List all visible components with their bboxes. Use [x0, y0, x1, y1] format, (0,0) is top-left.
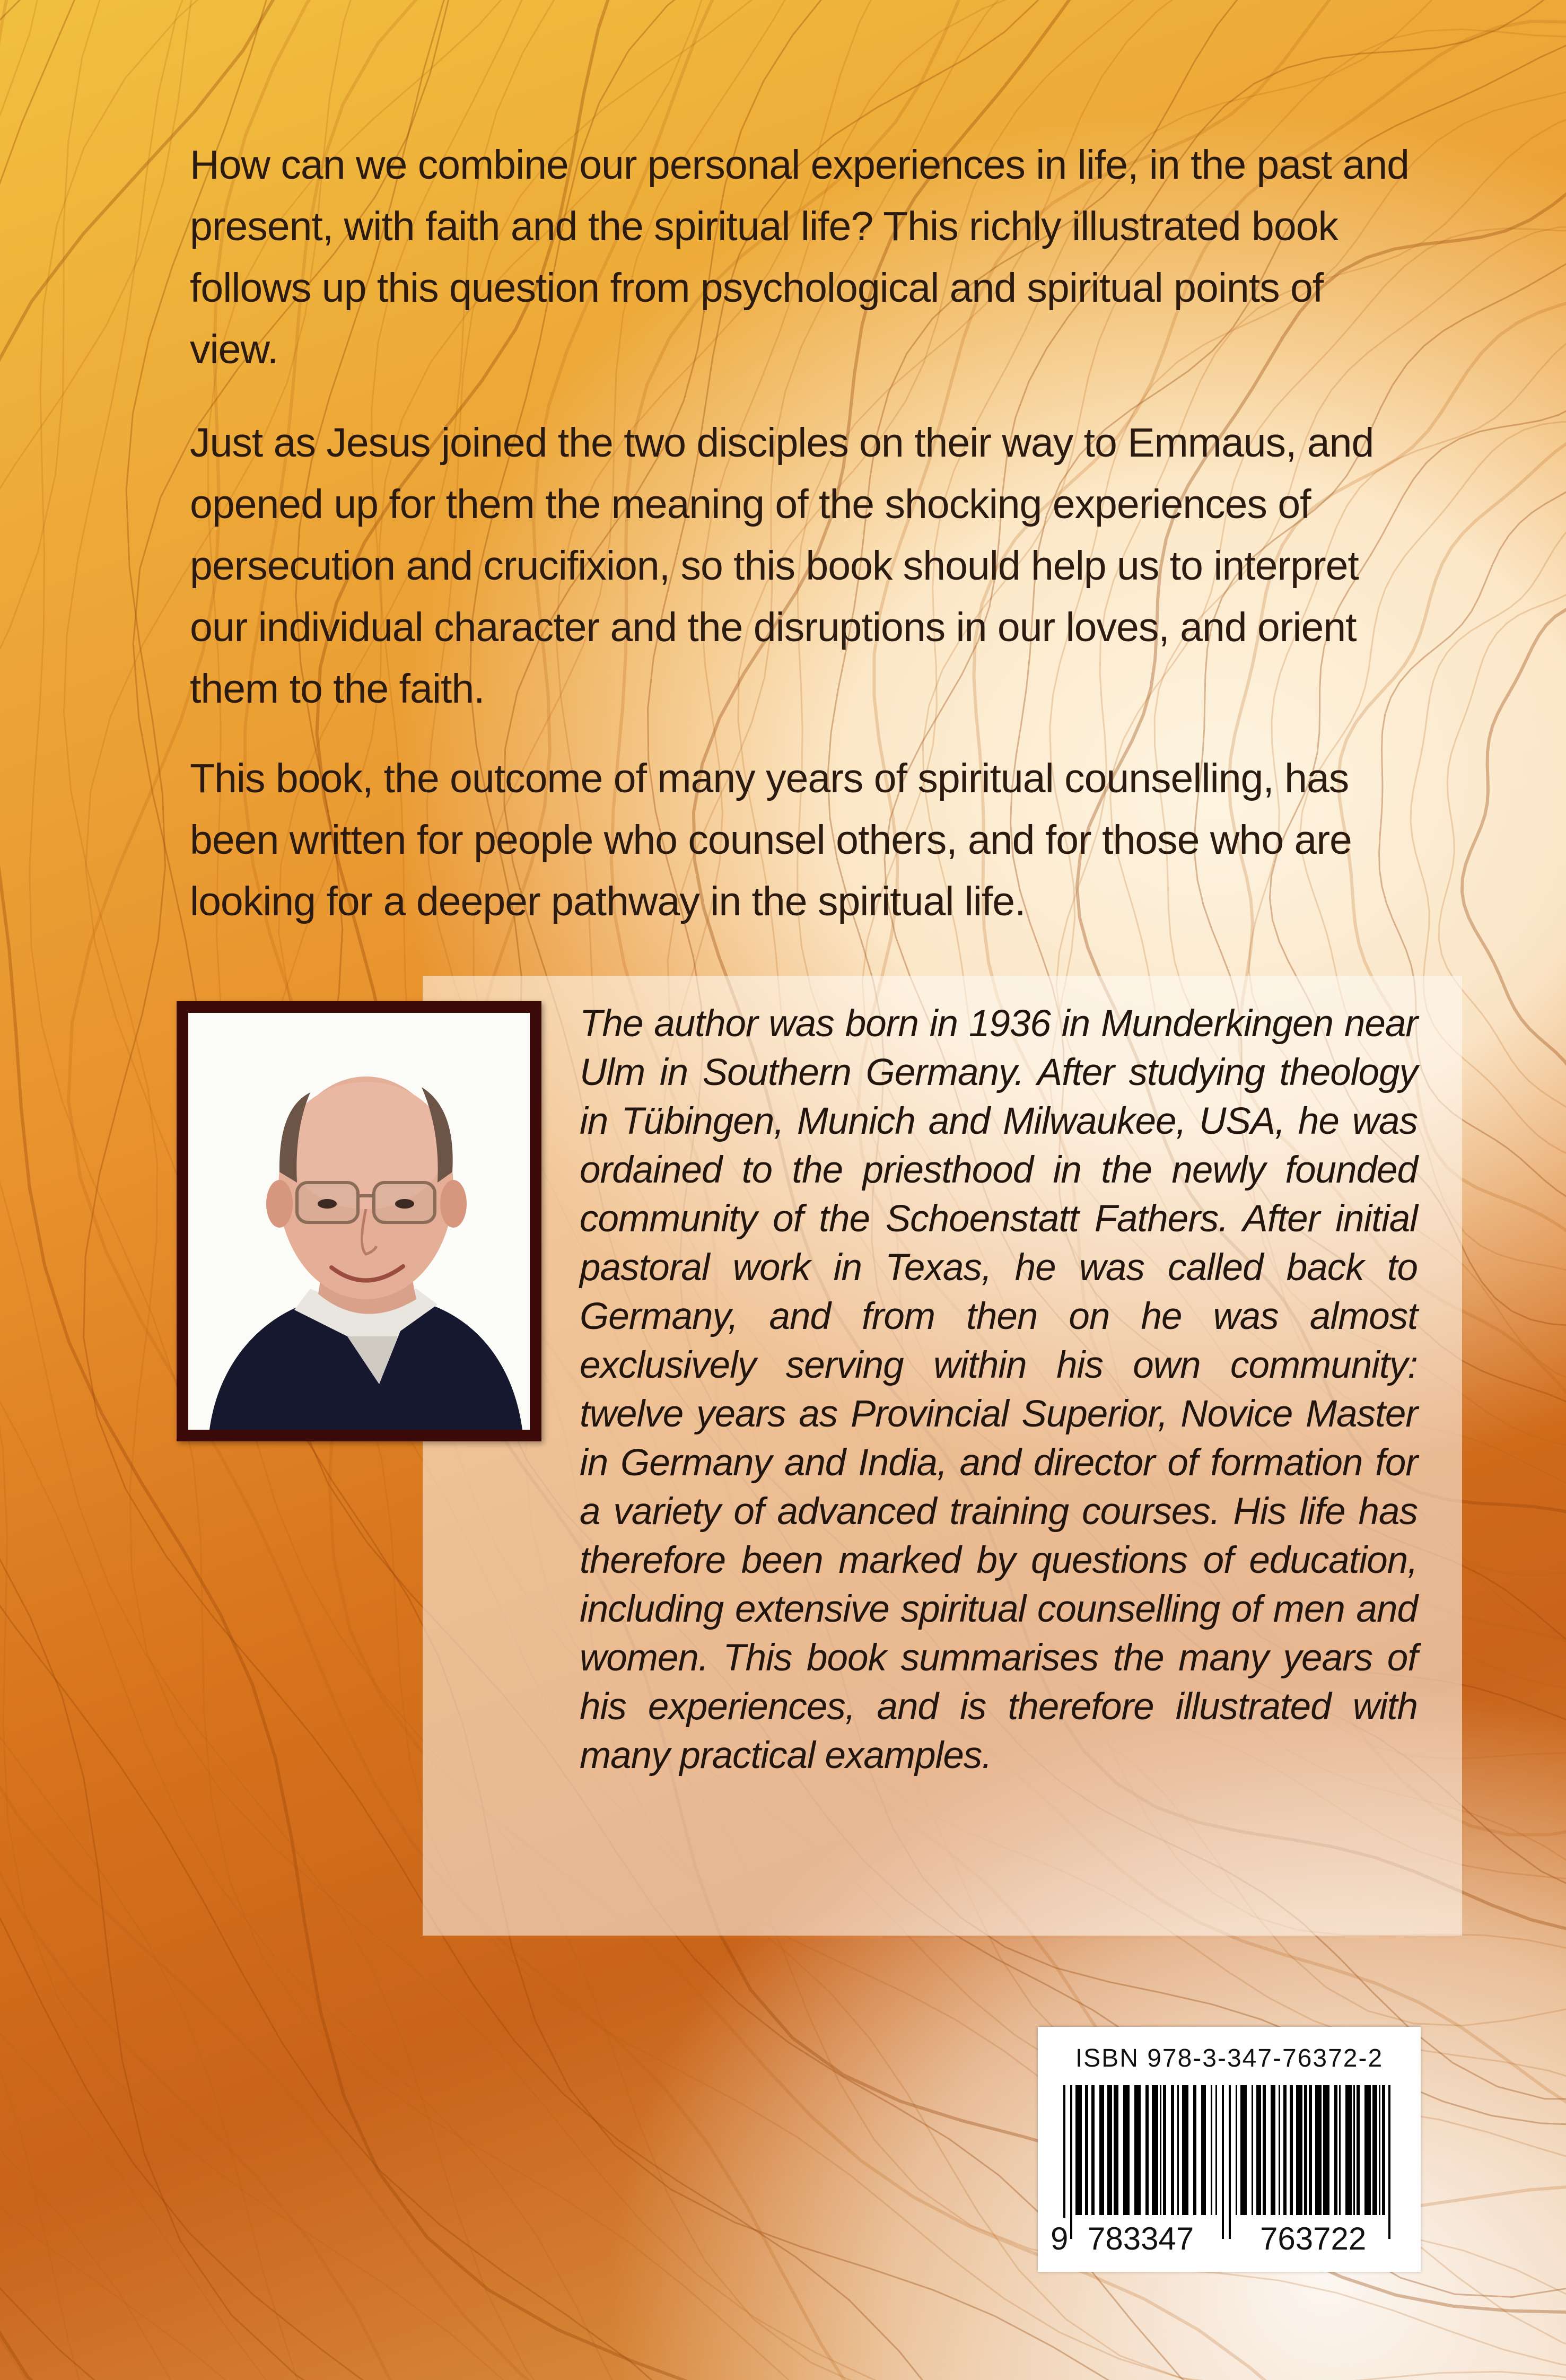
barcode-bar [1211, 2085, 1212, 2215]
barcode-bar [1279, 2085, 1280, 2215]
blurb-paragraph-3: This book, the outcome of many years of spiritual counselling, has been written for people who counsel others, and for those who are looking for a deeper pathway in the spiritual life. [190, 756, 1352, 924]
barcode-bar [1339, 2085, 1341, 2215]
barcode-bar [1091, 2085, 1095, 2215]
barcode-bar [1107, 2085, 1112, 2215]
barcode-bar [1152, 2085, 1158, 2215]
wood-ring [1462, 540, 1566, 1150]
barcode-bar [1345, 2085, 1352, 2215]
barcode-bar [1290, 2085, 1293, 2215]
barcode-digit-prefix: 9 [1049, 2218, 1069, 2260]
barcode-bar [1070, 2085, 1072, 2239]
barcode-bar [1193, 2085, 1196, 2215]
barcode-bar [1283, 2085, 1287, 2215]
barcode-bar [1182, 2085, 1188, 2215]
barcode-bar [1099, 2085, 1104, 2215]
barcode-bar [1123, 2085, 1130, 2215]
author-photo [188, 1013, 530, 1430]
barcode-digits [1049, 2218, 1410, 2265]
barcode-bar [1171, 2085, 1174, 2215]
barcode-bar [1134, 2085, 1141, 2215]
barcode-bar [1201, 2085, 1206, 2215]
barcode-bar [1296, 2085, 1302, 2215]
barcode-bar [1364, 2085, 1371, 2215]
barcode-bar [1085, 2085, 1088, 2215]
barcode-bar [1063, 2085, 1065, 2239]
barcode-bar [1177, 2085, 1179, 2215]
barcode-bar [1229, 2085, 1231, 2239]
barcode-bar [1379, 2085, 1380, 2215]
barcode-bar [1263, 2085, 1266, 2215]
barcode-bar [1252, 2085, 1253, 2215]
author-portrait-illustration [188, 1013, 530, 1430]
barcode-bar [1334, 2085, 1337, 2215]
barcode-digit-group-right: 763722 [1259, 2218, 1367, 2260]
barcode-bar [1372, 2085, 1377, 2215]
blurb-paragraph-1: How can we combine our personal experiences in life, in the past and present, with faith and the spiritual life? This richly illustrated book follows up this question from psychological and spiritual points of view. [190, 142, 1409, 372]
barcode-bar [1160, 2085, 1161, 2215]
barcode-bar [1215, 2085, 1217, 2215]
barcode-bar [1240, 2085, 1247, 2215]
barcode-bar [1271, 2085, 1275, 2215]
barcode-bar [1114, 2085, 1118, 2215]
barcode-digit-group-left: 783347 [1087, 2218, 1195, 2260]
barcode-bar [1309, 2085, 1312, 2215]
isbn-label: ISBN 978-3-347-76372-2 [1075, 2044, 1384, 2072]
barcode-bar [1222, 2085, 1224, 2239]
barcode-bar [1353, 2085, 1355, 2215]
barcode-bar [1145, 2085, 1149, 2215]
barcode-bar [1304, 2085, 1307, 2215]
barcode-bar [1382, 2085, 1385, 2215]
barcode-bar [1357, 2085, 1360, 2215]
barcode-bar [1075, 2085, 1082, 2215]
author-bio-text: The author was born in 1936 in Munderkingen near Ulm in Southern Germany. After studying theology in Tübingen, Munich and Milwaukee, USA, he was ordained to the priesthood in the newly founded community of the Schoenstatt Fathers. After initial pastoral work in Texas, he was called back to Germany, and from then on he was almost exclusively serving within his own community: twelve years as Provincial Superior, Novice Master in Germany and India, and director of formation for a variety of advanced training courses. His life has therefore been marked by questions of education, including extensive spiritual counselling of men and women. This book summarises the many years of his experiences, and is therefore illustrated with many practical examples. [580, 1003, 1418, 1777]
barcode-bar [1163, 2085, 1166, 2215]
blurb-paragraph-2: Just as Jesus joined the two disciples on their way to Emmaus, and opened up for them the meaning of the shocking experiences of persecution and crucifixion, so this book should help us to interpret our individual character and the disruptions in our loves, and orient them to the faith. [190, 420, 1374, 712]
barcode-bar [1388, 2085, 1390, 2239]
barcode-bar [1323, 2085, 1329, 2215]
barcode-bar [1315, 2085, 1322, 2215]
author-photo-frame [177, 1001, 541, 1441]
barcode-bar [1256, 2085, 1261, 2215]
barcode-bar [1236, 2085, 1237, 2215]
isbn-barcode-box [1038, 2027, 1421, 2272]
